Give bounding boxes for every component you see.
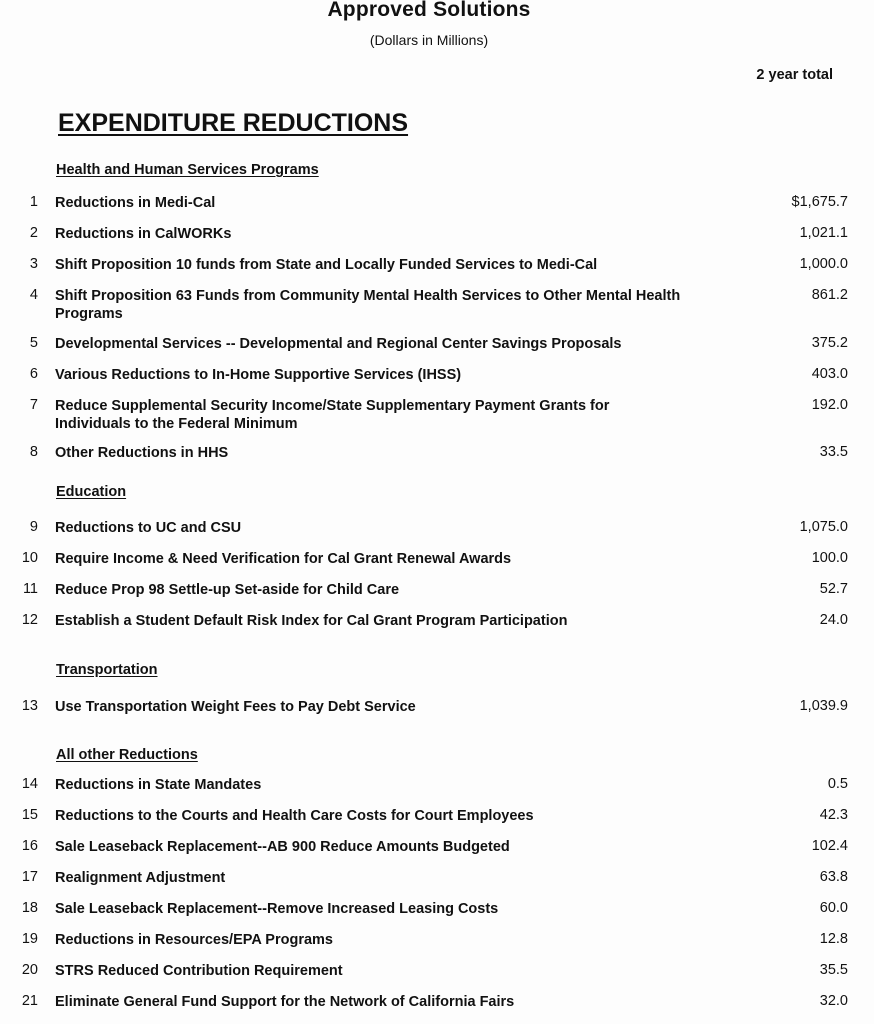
row-number: 3 — [29, 256, 38, 272]
row-number: 12 — [21, 612, 38, 628]
row-amount: 63.8 — [819, 869, 848, 885]
row-description: Sale Leaseback Replacement--Remove Increased Leasing Costs — [55, 901, 499, 917]
page-subtitle: (Dollars in Millions) — [369, 32, 489, 48]
row-number: 20 — [21, 962, 38, 978]
row-description: Realignment Adjustment — [55, 870, 226, 886]
row-description: Reductions in CalWORKs — [55, 226, 232, 242]
row-description: Reduce Prop 98 Settle-up Set-aside for Child Care — [55, 582, 400, 598]
row-number: 14 — [21, 776, 38, 792]
row-amount: 192.0 — [811, 397, 848, 413]
row-number: 2 — [29, 225, 38, 241]
row-number: 1 — [29, 194, 38, 210]
row-amount: 60.0 — [819, 900, 848, 916]
row-number: 11 — [22, 581, 38, 597]
row-amount: 1,075.0 — [799, 519, 848, 535]
row-description: Reductions in State Mandates — [55, 777, 262, 793]
section-main-heading: EXPENDITURE REDUCTIONS — [58, 109, 409, 137]
row-amount: 403.0 — [811, 366, 848, 382]
row-number: 4 — [29, 287, 38, 303]
page-title: Approved Solutions — [327, 0, 531, 21]
row-description: Use Transportation Weight Fees to Pay Debt Service — [55, 699, 416, 715]
row-number: 10 — [21, 550, 38, 566]
row-description: Reductions in Resources/EPA Programs — [55, 932, 333, 948]
row-amount: 35.5 — [819, 962, 848, 978]
row-amount: 33.5 — [819, 444, 848, 460]
row-number: 18 — [21, 900, 38, 916]
row-description: Sale Leaseback Replacement--AB 900 Reduce Amounts Budgeted — [55, 839, 510, 855]
section-heading-hhs: Health and Human Services Programs — [56, 162, 319, 178]
row-amount: 1,000.0 — [799, 256, 848, 272]
section-heading-other: All other Reductions — [56, 747, 198, 763]
row-amount: 1,039.9 — [799, 698, 848, 714]
row-description: Eliminate General Fund Support for the Network of California Fairs — [55, 994, 515, 1010]
row-amount: 861.2 — [811, 287, 848, 303]
row-description: Require Income & Need Verification for Cal Grant Renewal Awards — [55, 551, 512, 567]
row-number: 17 — [21, 869, 38, 885]
column-header-total: 2 year total — [756, 67, 833, 83]
row-number: 21 — [21, 993, 38, 1009]
row-description: Reductions to the Courts and Health Care Costs for Court Employees — [55, 808, 534, 824]
row-amount: 42.3 — [819, 807, 848, 823]
row-number: 15 — [21, 807, 38, 823]
row-amount: 0.5 — [827, 776, 848, 792]
row-number: 16 — [21, 838, 38, 854]
row-description: Other Reductions in HHS — [55, 445, 229, 461]
row-amount: 100.0 — [811, 550, 848, 566]
row-description: STRS Reduced Contribution Requirement — [55, 963, 343, 979]
row-amount: $1,675.7 — [791, 194, 848, 210]
row-number: 6 — [29, 366, 38, 382]
row-description: Developmental Services -- Developmental and Regional Center Savings Proposals — [55, 336, 622, 352]
row-amount: 375.2 — [811, 335, 848, 351]
row-description: Establish a Student Default Risk Index for Cal Grant Program Participation — [55, 613, 568, 629]
row-description: Reductions to UC and CSU — [55, 520, 242, 536]
row-number: 8 — [29, 444, 38, 460]
row-amount: 52.7 — [819, 581, 848, 597]
row-number: 9 — [29, 519, 38, 535]
row-amount: 24.0 — [819, 612, 848, 628]
section-heading-education: Education — [56, 484, 127, 500]
row-number: 19 — [21, 931, 38, 947]
row-amount: 12.8 — [819, 931, 848, 947]
row-description: Various Reductions to In-Home Supportive Services (IHSS) — [55, 367, 462, 383]
row-description: Shift Proposition 10 funds from State and Locally Funded Services to Medi-Cal — [55, 257, 598, 273]
row-amount: 102.4 — [811, 838, 848, 854]
section-heading-transportation: Transportation — [56, 662, 158, 678]
row-description: Shift Proposition 63 Funds from Community Mental Health Services to Other Mental Health Programs — [55, 288, 681, 322]
row-description: Reductions in Medi-Cal — [55, 195, 216, 211]
row-amount: 32.0 — [819, 993, 848, 1009]
row-number: 5 — [29, 335, 38, 351]
row-amount: 1,021.1 — [799, 225, 848, 241]
row-number: 13 — [21, 698, 38, 714]
row-number: 7 — [29, 397, 38, 413]
row-description: Reduce Supplemental Security Income/State Supplementary Payment Grants for Individuals to the Federal Minimum — [55, 398, 610, 432]
